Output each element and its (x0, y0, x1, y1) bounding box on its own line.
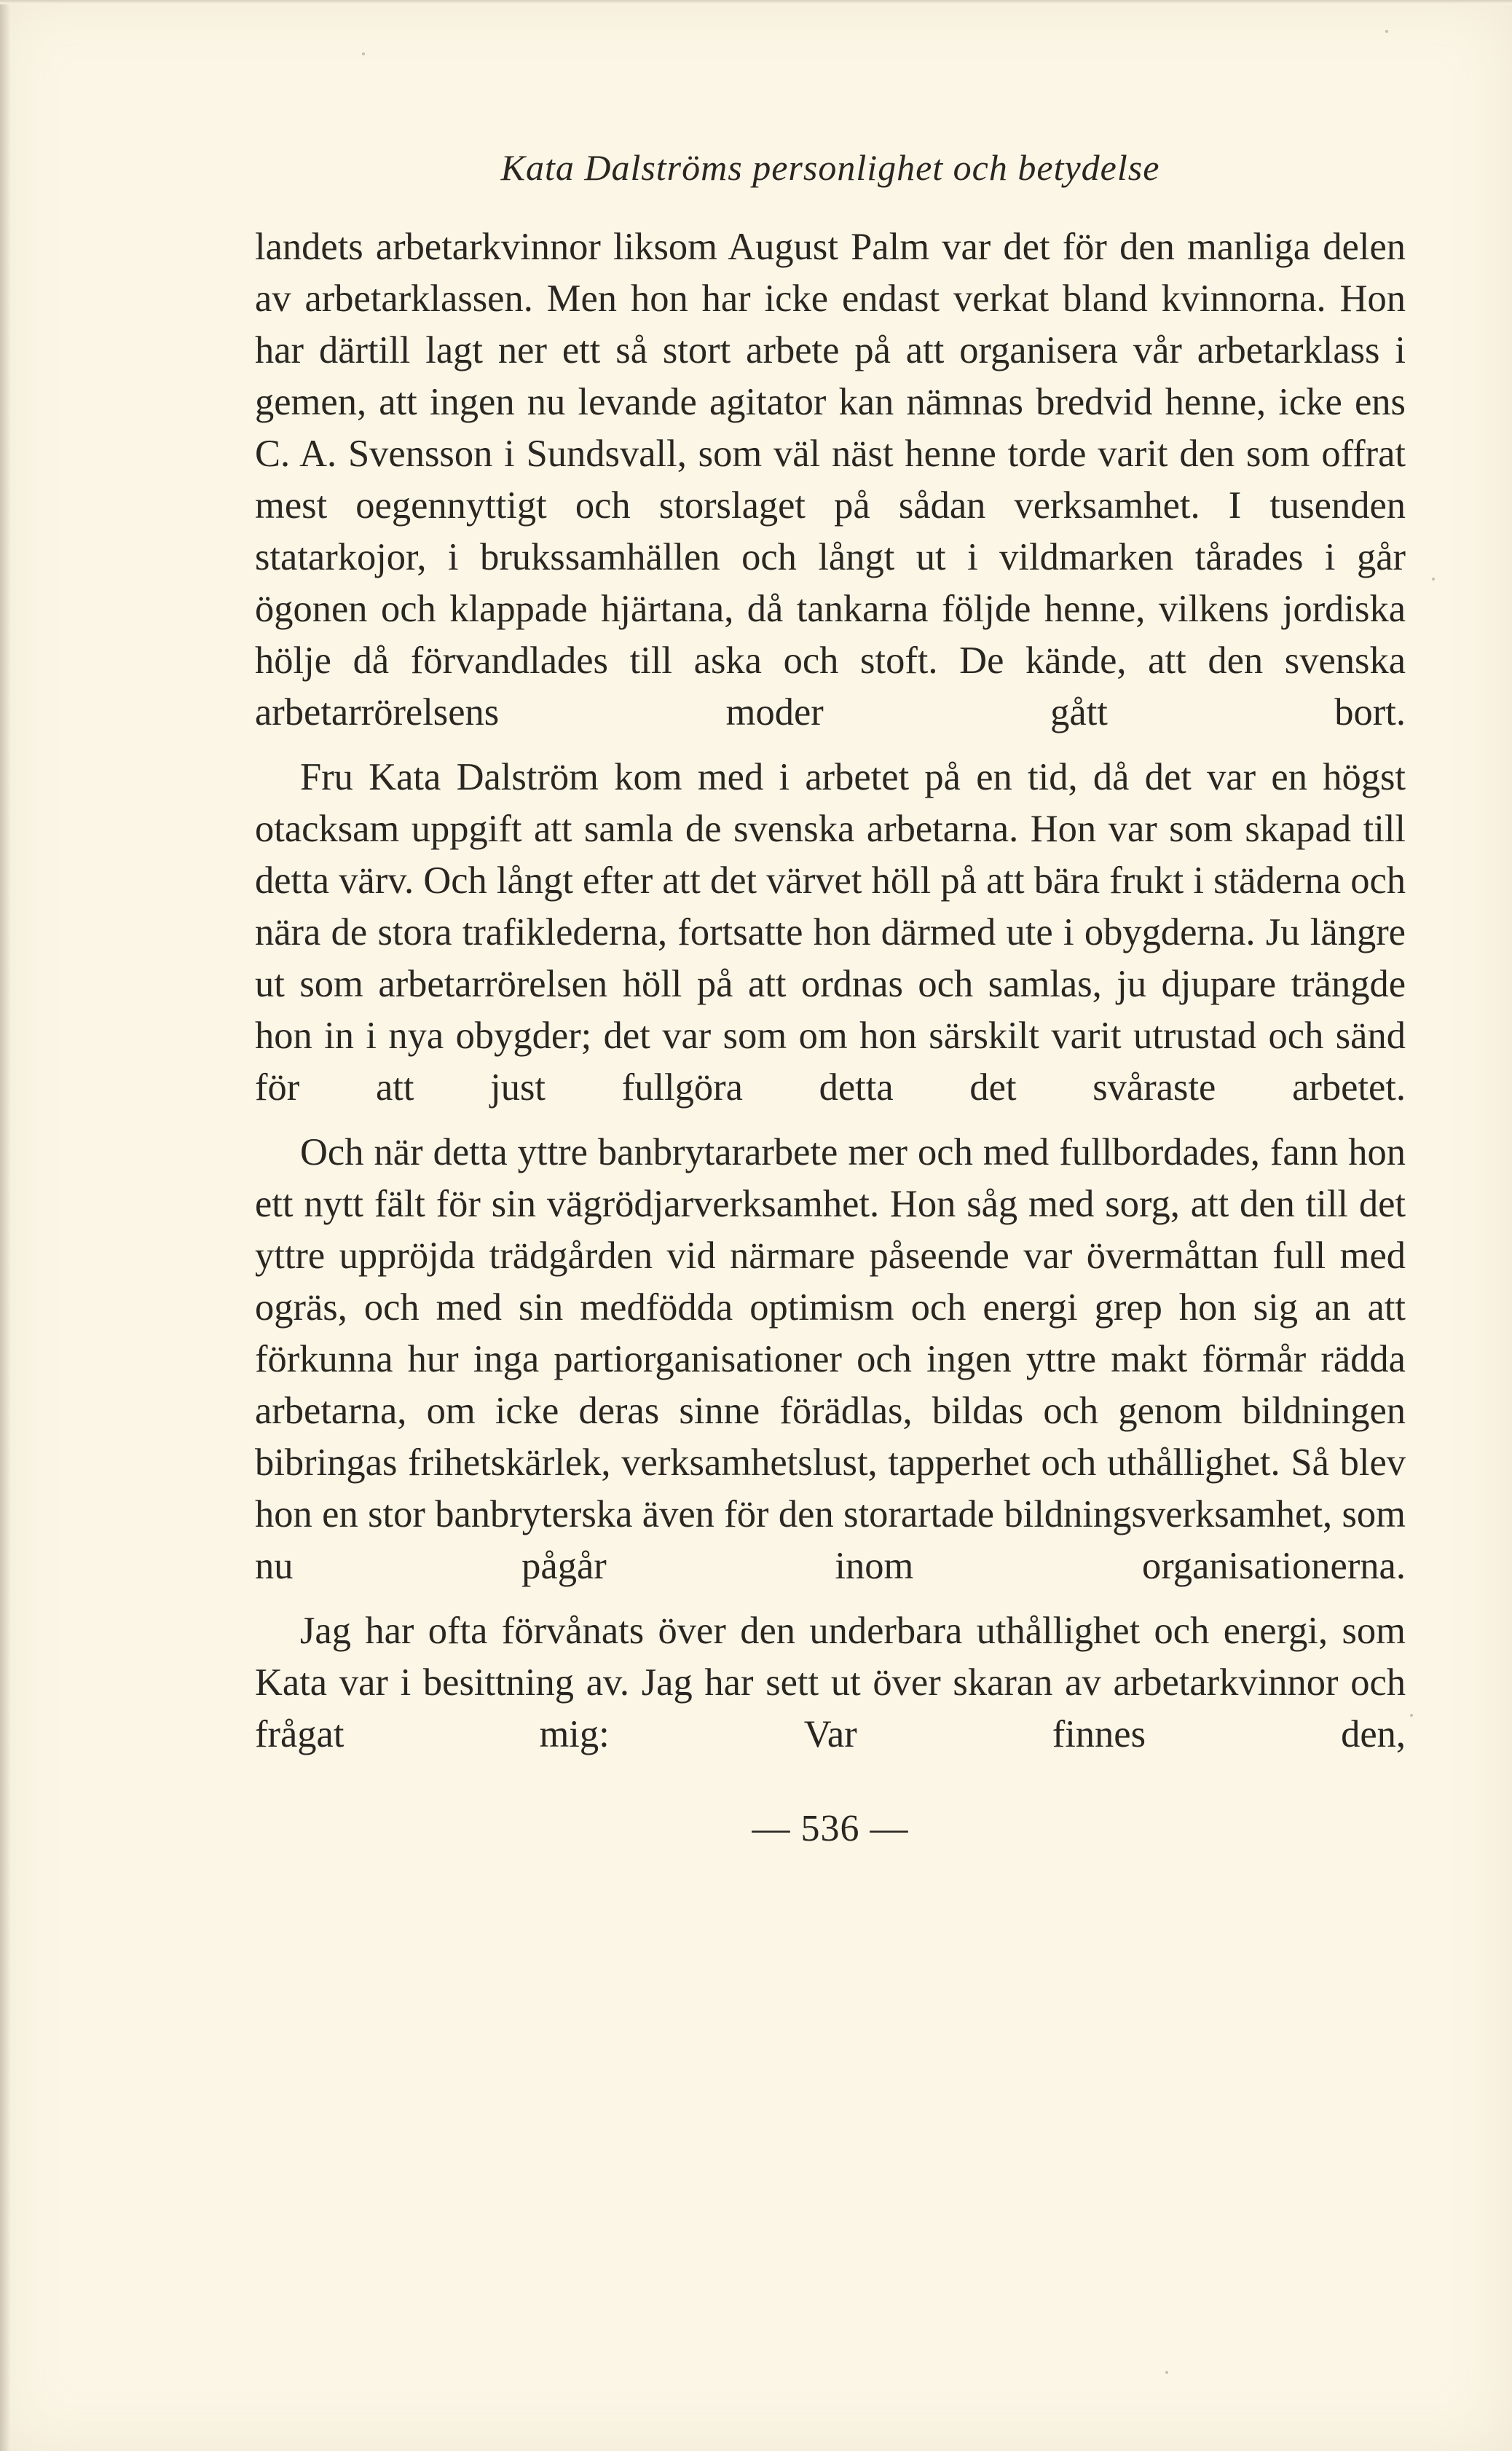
paragraph-3: Och när detta yttre banbrytararbete mer och med fullbordades, fann hon ett nytt fält för sin vägrödjarverksamhet. Hon såg med sorg, att den till det yttre uppröjda trädgården vid närmare påseende var övermåttan full med ogräs, och med sin medfödda optimism och energi grep hon sig an att förkunna hur inga partiorganisationer och ingen yttre makt förmår rädda arbetarna, om icke deras sinne förädlas, bildas och genom bildningen bibringas frihetskärlek, verksamhetslust, tapperhet och uthållighet. Så blev hon en stor banbryterska även för den storartade bildningsverksamhet, som nu pågår inom organisationerna. (255, 1131, 1406, 1587)
paper-speck (1165, 2371, 1168, 2374)
paragraph-4: Jag har ofta förvånats över den underbara uthållighet och energi, som Kata var i besittning av. Jag har sett ut över skaran av arbetarkvinnor och frågat mig: Var finnes den, (255, 1610, 1406, 1755)
paragraph-1: landets arbetarkvinnor liksom August Palm var det för den manliga delen av arbetarklassen. Men hon har icke endast verkat bland kvinnorna. Hon har därtill lagt ner ett så stort arbete på att organisera vår arbetarklass i gemen, att ingen nu levande agitator kan nämnas bredvid henne, icke ens C. A. Svensson i Sundsvall, som väl näst henne torde varit den som offrat mest oegennyttigt och storslaget på sådan verksamhet. I tusenden statarkojor, i brukssamhällen och långt ut i vildmarken tårades i går ögonen och klappade hjärtana, då tankarna följde henne, vilkens jordiska hölje då förvandlades till aska och stoft. De kände, att den svenska arbetarrörelsens moder gått bort. (255, 226, 1406, 733)
page-gutter-edge (0, 0, 10, 2451)
paper-speck (362, 52, 365, 55)
page-top-edge (0, 0, 1512, 4)
paper-speck (1410, 1714, 1413, 1717)
page-text-block (255, 146, 1406, 1851)
paragraph-2: Fru Kata Dalström kom med i arbetet på en tid, då det var en högst otacksam uppgift att samla de svenska arbetarna. Hon var som skapad till detta värv. Och långt efter att det värvet höll på att bära frukt i städerna och nära de stora trafiklederna, fortsatte hon därmed ute i obygderna. Ju längre ut som arbetarrörelsen höll på att ordnas och samlas, ju djupare trängde hon in i nya obygder; det var som om hon särskilt varit utrustad och sänd för att just fullgöra detta det svåraste arbetet. (255, 756, 1406, 1109)
paper-speck (1432, 578, 1435, 581)
page-number: — 536 — (752, 1808, 909, 1849)
paper-speck (1385, 30, 1388, 33)
running-head: Kata Dalströms personlighet och betydelse (500, 147, 1160, 188)
